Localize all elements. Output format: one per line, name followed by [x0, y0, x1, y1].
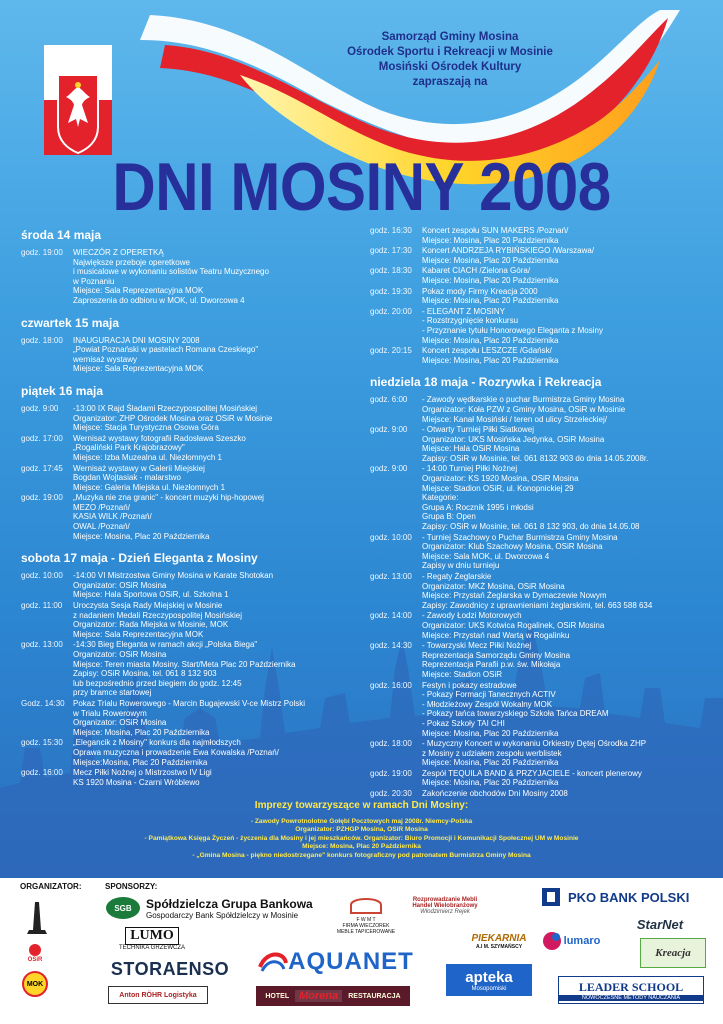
event-line: Miejsce: Mosina, Plac 20 Października: [422, 355, 559, 365]
event-details: [73, 699, 361, 737]
storaenso-name: STORAENSO: [110, 958, 230, 979]
lumaro-name: lumaro: [563, 935, 601, 947]
schedule-event: [370, 287, 710, 306]
event-line: - Towarzyski Mecz Piłki Nożnej: [422, 641, 532, 651]
event-line: - Przyznanie tytułu Honorowego Eleganta z Mosiny: [422, 325, 603, 335]
event-line: Miejsce: Sala Reprezentacyjna MOK: [73, 286, 204, 296]
event-details: [422, 307, 710, 345]
event-line: Organizator: Rada Miejska w Mosinie, MOK: [73, 620, 229, 630]
schedule-event: [370, 307, 710, 345]
event-time: godz. 17:45: [21, 463, 63, 473]
leader-school-name: LEADER SCHOOL: [578, 979, 684, 994]
event-line: wernisaż wystawy: [73, 354, 138, 364]
event-line: Miejsce: Sala MOK, ul. Dworcowa 4: [422, 551, 550, 561]
event-line: Zespół TEQUILA BAND & PRZYJACIELE - koncert plenerowy: [422, 768, 642, 778]
sgb-subtitle: Gospodarczy Bank Spółdzielczy w Mosinie: [146, 910, 299, 920]
event-details: [422, 681, 710, 739]
event-time: godz. 16:00: [370, 680, 412, 690]
event-line: Zapisy: OSiR w Mosinie, tel. 061 8132 903 do dnia 14.05.2008r.: [422, 453, 649, 463]
event-line: Zapisy: OSiR Mosina, tel. 061 8 132 903: [73, 669, 217, 679]
event-time: godz. 20:00: [370, 306, 412, 316]
event-line: Miejsce: Mosina, Plac 20 Października: [422, 778, 559, 788]
leader-school-logo: [558, 976, 704, 1004]
event-line: Największe przeboje operetkowe: [73, 257, 190, 267]
event-line: Kategorie:: [422, 493, 459, 503]
piekarnia-name: PIEKARNIA: [471, 932, 527, 944]
event-time: godz. 20:30: [370, 789, 412, 799]
event-line: „Muzyka nie zna granic" - koncert muzyki hip-hopowej: [73, 493, 264, 503]
event-details: [73, 738, 361, 767]
event-details: [422, 533, 710, 571]
schedule-right-column: [370, 226, 710, 799]
event-time: godz. 6:00: [370, 395, 408, 405]
osir-mark-icon: [27, 943, 43, 957]
event-line: - 14:00 Turniej Piłki Nożnej: [422, 464, 518, 474]
event-line: Miejsce: Sala Reprezentacyjna MOK: [73, 629, 204, 639]
schedule-event: [370, 611, 710, 640]
lumo-name: LUMO: [125, 927, 179, 945]
event-line: -14:30 Bieg Eleganta w ramach akcji „Polska Biega": [73, 640, 258, 650]
event-line: - Pokaz Szkoły TAI CHI: [422, 718, 505, 728]
event-line: MEZO /Poznań/: [73, 502, 130, 512]
event-line: Organizator: UKS Kotwica Rogalinek, OSiR Mosina: [422, 620, 605, 630]
schedule-event: [370, 572, 710, 610]
sponsors-label: SPONSORZY:: [105, 882, 158, 891]
schedule-event: [370, 246, 710, 265]
event-line: Miejsce: Hala OSiR Mosina: [422, 444, 520, 454]
lumaro-ball-icon: [542, 931, 562, 951]
event-line: Organizator: KS 1920 Mosina, OSiR Mosina: [422, 474, 579, 484]
mok-logo-text: MOK: [22, 971, 48, 997]
event-line: Kabaret CIACH /Zielona Góra/: [422, 266, 531, 276]
schedule-event: [370, 395, 710, 424]
aquanet-swirl-icon: [258, 947, 288, 977]
event-line: Miejsce: Mosina, Plac 20 Października: [73, 727, 210, 737]
event-line: Mecz Piłki Nożnej o Mistrzostwo IV Ligi: [73, 768, 212, 778]
event-time: godz. 14:00: [370, 611, 412, 621]
event-details: [422, 266, 710, 285]
schedule-event: [370, 266, 710, 285]
event-time: godz. 18:00: [21, 335, 63, 345]
schedule-event: [21, 404, 361, 433]
event-line: Wernisaż wystawy w Galerii Miejskiej: [73, 463, 205, 473]
event-line: Organizator: ZHP Ośrodek Mosina oraz OSiR w Mosinie: [73, 413, 273, 423]
side-event-line: - Pamiątkowa Księga Życzeń - życzenia dla Mosiny i jej mieszkańców. Organizator: Biuro Promocji i Komunikacji Społecznej UM w Mosinie: [144, 834, 579, 842]
event-line: - Zawody Łodzi Motorowych: [422, 611, 522, 621]
event-details: [73, 248, 361, 306]
event-line: Uroczysta Sesja Rady Miejskiej w Mosinie: [73, 601, 223, 611]
event-line: Miejsce: Stadion OSiR: [422, 669, 503, 679]
pko-logo: [540, 884, 708, 910]
event-time: godz. 9:00: [21, 403, 59, 413]
event-time: godz. 16:30: [370, 226, 412, 235]
day-heading: piątek 16 maja: [21, 383, 104, 398]
schedule-event: [21, 601, 361, 639]
event-time: godz. 11:00: [21, 601, 63, 611]
meble-line-3: Włodzimierz Rejek: [420, 909, 470, 915]
event-time: godz. 19:00: [21, 493, 63, 503]
schedule-event: [21, 640, 361, 698]
piekarnia-logo: [468, 924, 530, 958]
kreacja-logo: [640, 938, 706, 968]
event-time: godz. 17:00: [21, 433, 63, 443]
starnet-name: StarNet: [636, 916, 684, 932]
hotel-morena-logo: [256, 986, 410, 1006]
day-heading: sobota 17 maja - Dzień Eleganta z Mosiny: [21, 551, 258, 566]
rohr-logo: [108, 986, 208, 1004]
morena-name: Morena: [295, 990, 342, 1002]
event-time: godz. 10:00: [21, 571, 63, 581]
event-line: - Zawody wędkarskie o puchar Burmistrza Gminy Mosina: [422, 395, 625, 405]
lumo-subtitle: TECHNIKA GRZEWCZA: [118, 945, 185, 951]
event-line: - Młodzieżowy Zespół Wokalny MOK: [422, 699, 553, 709]
event-time: godz. 19:00: [21, 248, 63, 257]
event-line: - Muzyczny Koncert w wykonaniu Orkiestry Dętej Ośrodka ZHP: [422, 739, 647, 749]
schedule-event: [21, 336, 361, 374]
event-time: godz. 19:30: [370, 286, 412, 296]
schedule-event: [370, 769, 710, 788]
organizer-line: Ośrodek Sportu i Rekreacji w Mosinie: [347, 46, 553, 58]
meble-logo: [404, 888, 486, 924]
event-line: Miejsce: Stadion OSiR, ul. Konopnickiej 29: [422, 483, 574, 493]
event-line: - Pokazy Formacji Tanecznych ACTIV: [422, 690, 556, 700]
restauracja-label: RESTAURACJA: [348, 992, 401, 1000]
fwmt-text: F W M T: [356, 917, 376, 923]
event-line: -14:00 VI Mistrzostwa Gminy Mosina w Karate Shotokan: [73, 571, 274, 581]
event-details: [422, 572, 710, 610]
organizer-line: zapraszają na: [412, 76, 488, 88]
event-line: Miejsce: Mosina, Plac 20 Października: [422, 275, 559, 285]
event-details: [73, 404, 361, 433]
event-line: WIECZÓR Z OPERETKĄ: [73, 248, 164, 257]
event-details: [73, 336, 361, 374]
event-line: Pokaz mody Firmy Kreacja 2000: [422, 286, 538, 296]
meble-line-1: Rozprowadzanie Mebli: [412, 897, 478, 903]
event-line: - Pokazy tańca towarzyskiego Szkoła Tańca DREAM: [422, 709, 609, 719]
event-details: [73, 640, 361, 698]
event-line: Miejsce: Mosina, Plac 20 Października: [422, 335, 559, 345]
event-time: godz. 9:00: [370, 464, 408, 474]
organizer-line: Samorząd Gminy Mosina: [381, 31, 519, 43]
event-line: Miejsce: Izba Muzealna ul. Niezłomnych 1: [73, 452, 222, 462]
event-line: Miejsce: Mosina, Plac 20 Października: [422, 728, 559, 738]
event-line: Organizator: OSiR Mosina: [73, 580, 167, 590]
schedule-event: [21, 464, 361, 493]
aquanet-name: AQUANET: [288, 948, 414, 975]
event-line: KASIA WILK /Poznań/: [73, 512, 152, 522]
event-line: Oprawa muzyczna i prowadzenie Ewa Kowalska /Poznań/: [73, 747, 279, 757]
event-time: godz. 13:00: [21, 640, 63, 650]
event-line: KS 1920 Mosina - Czarni Wróblewo: [73, 777, 200, 787]
event-details: [422, 395, 710, 424]
event-details: [422, 611, 710, 640]
event-line: przy bramce startowej: [73, 688, 152, 698]
event-line: Organizator: Klub Szachowy Mosina, OSiR Mosina: [422, 542, 603, 552]
event-line: Zapisy: OSiR w Mosinie, tel. 061 8 132 903, do dnia 14.05.08: [422, 522, 640, 532]
event-line: Miejsce: Kanał Mosiński / teren od ulicy Strzeleckiej/: [422, 414, 607, 424]
event-line: „Elegancik z Mosiny" konkurs dla najmłodszych: [73, 738, 241, 748]
event-details: [73, 601, 361, 639]
fwmt-sub2: MEBLE TAPICEROWANE: [336, 929, 396, 935]
poster-title: DNI MOSINY 2008: [112, 149, 611, 225]
event-line: Organizator: MKŻ Mosina, OSiR Mosina: [422, 581, 565, 591]
event-line: „Rogaliński Park Krajobrazowy": [73, 443, 185, 453]
event-line: lub bezpośrednio przed biegiem do godz. 12:45: [73, 678, 242, 688]
schedule-event: [370, 739, 710, 768]
event-line: Miejsce: Mosina, Plac 20 Października: [422, 758, 559, 768]
event-line: Miejsce: Stacja Turystyczna Osowa Góra: [73, 423, 219, 433]
event-line: Zapisy: Zawodnicy z uprawnieniami żeglarskimi, tel. 663 588 634: [422, 600, 653, 610]
meble-line-2: Handel Wielobranżowy: [412, 903, 478, 909]
tower-icon: [25, 900, 49, 934]
event-line: Miejsce: Przystań Żeglarska w Dymaczewie Nowym: [422, 591, 607, 601]
event-line: - ELEGANT Z MOSINY: [422, 306, 505, 316]
fwmt-logo: [336, 888, 396, 940]
event-line: INAUGURACJA DNI MOSINY 2008: [73, 335, 200, 345]
schedule-left-column: [21, 228, 361, 787]
schedule-event: [370, 425, 710, 463]
starnet-logo: [612, 910, 708, 938]
osir-logo: [18, 940, 52, 966]
event-line: Grupa A: Rocznik 1995 i młodsi: [422, 502, 534, 512]
event-line: Grupa B: Open: [422, 512, 476, 522]
event-line: Reprezentacja Samorządu Gminy Mosina: [422, 650, 571, 660]
schedule-event: [21, 571, 361, 600]
event-details: [73, 434, 361, 463]
event-time: godz. 19:00: [370, 768, 412, 778]
event-line: Koncert zespołu SUN MAKERS /Poznań/: [422, 226, 569, 235]
event-line: - Turniej Szachowy o Puchar Burmistrza Gminy Mosina: [422, 532, 618, 542]
event-time: godz. 13:00: [370, 572, 412, 581]
event-details: [422, 769, 710, 788]
sgb-logo: [106, 894, 331, 922]
event-time: godz. 18:00: [370, 739, 412, 749]
event-line: Organizator: Koła PZW z Gminy Mosina, OSiR w Mosinie: [422, 404, 626, 414]
side-event-line: Miejsce: Mosina, Plac 20 Października: [302, 843, 421, 851]
event-details: [422, 226, 710, 245]
event-details: [422, 739, 710, 768]
event-line: Organizator: UKS Mosińska Jedynka, OSiR Mosina: [422, 434, 605, 444]
pko-name: PKO BANK POLSKI: [568, 889, 690, 905]
lumo-logo: [108, 924, 196, 954]
event-line: - Rozstrzygnięcie konkursu: [422, 316, 519, 326]
event-line: z nadaniem Medali Rzeczypospolitej Mosińskiej: [73, 610, 242, 620]
event-line: Festyn i pokazy estradowe: [422, 680, 517, 690]
event-details: [73, 464, 361, 493]
event-line: Pokaz Trialu Rowerowego - Marcin Bugajewski V-ce Mistrz Polski: [73, 698, 306, 708]
schedule-event: [370, 681, 710, 739]
event-line: Miejsce: Mosina, Plac 20 Października: [422, 296, 559, 306]
apteka-subtitle: Mosopomiski: [471, 985, 507, 992]
side-events-title: Imprezy towarzyszące w ramach Dni Mosiny:: [254, 800, 469, 811]
day-heading: niedziela 18 maja - Rozrywka i Rekreacja: [370, 375, 602, 390]
event-line: w Poznaniu: [73, 276, 115, 286]
event-line: w Trialu Rowerowym: [73, 708, 147, 718]
event-line: Miejsce: Teren miasta Mosiny. Start/Meta Plac 20 Października: [73, 659, 296, 669]
event-line: Organizator: OSiR Mosina: [73, 650, 167, 659]
event-line: Koncert zespołu LESZCZE /Gdańsk/: [422, 346, 552, 356]
piekarnia-subtitle: A.I M. SZYMAŃSCY: [475, 943, 523, 950]
event-time: godz. 15:30: [21, 738, 63, 748]
event-line: Zapisy w dniu turnieju: [422, 561, 500, 571]
event-details: [73, 571, 361, 600]
schedule-event: [370, 641, 710, 679]
event-line: - Otwarty Turniej Piłki Siatkowej: [422, 425, 535, 435]
schedule-event: [21, 699, 361, 737]
pko-emblem-icon: [540, 886, 562, 908]
day-heading: środa 14 maja: [21, 228, 102, 242]
event-details: [422, 789, 710, 799]
event-line: Reprezentacja Parafii p.w. św. Mikołaja: [422, 660, 561, 670]
event-line: Organizator: OSiR Mosina: [73, 718, 167, 728]
event-line: Miejsce: Przystań nad Wartą w Rogalinku: [422, 630, 570, 640]
event-line: Zaproszenia do odbioru w MOK, ul. Dworcowa 4: [73, 295, 245, 305]
schedule-event: [370, 346, 710, 365]
organizators-label: ORGANIZATOR:: [20, 882, 82, 891]
crest-label: MOSINA: [47, 46, 106, 62]
sofa-icon: [349, 893, 383, 917]
event-line: - Regaty Żeglarskie: [422, 572, 492, 581]
event-line: i musicalowe w wykonaniu solistów Teatru Muzycznego: [73, 267, 269, 277]
event-line: Miejsce: Mosina, Plac 20 Października: [422, 255, 559, 265]
event-line: Miejsce: Hala Sportowa OSiR, ul. Szkolna 1: [73, 590, 229, 600]
schedule-event: [21, 248, 361, 306]
mok-logo: [18, 970, 52, 998]
day-heading: czwartek 15 maja: [21, 315, 120, 330]
event-line: OWAL /Poznań/: [73, 522, 130, 532]
event-time: godz. 18:30: [370, 266, 412, 276]
sgb-name: Spółdzielcza Grupa Bankowa: [146, 896, 313, 911]
event-details: [422, 287, 710, 306]
event-line: Miejsce: Mosina, Plac 20 Października: [73, 531, 210, 541]
event-line: Miejsce: Mosina, Plac 20 Października: [422, 235, 559, 245]
event-details: [422, 246, 710, 265]
sgb-mark: SGB: [106, 897, 140, 919]
event-time: godz. 14:30: [370, 641, 412, 651]
event-time: godz. 16:00: [21, 768, 63, 778]
event-line: z Mosiny z udziałem zespołu werblistek: [422, 748, 562, 758]
schedule-event: [21, 434, 361, 463]
event-details: [73, 493, 361, 541]
event-line: Miejsce: Galeria Miejska ul. Niezłomnych 1: [73, 482, 226, 492]
event-line: Koncert ANDRZEJA RYBIŃSKIEGO /Warszawa/: [422, 246, 595, 256]
event-line: Miejsce: Sala Reprezentacyjna MOK: [73, 364, 204, 374]
event-time: godz. 10:00: [370, 532, 412, 542]
schedule-event: [370, 464, 710, 531]
event-details: [73, 768, 361, 787]
event-line: Miejsce:Mosina, Plac 20 Października: [73, 757, 208, 767]
lumaro-logo: [540, 924, 602, 958]
event-details: [422, 425, 710, 463]
event-details: [422, 641, 710, 679]
event-line: Bogdan Wojtasiak - malarstwo: [73, 473, 181, 483]
osir-logo-text: OSiR: [27, 957, 43, 963]
schedule-event: [370, 533, 710, 571]
aquanet-logo: [236, 938, 436, 986]
schedule-event: [21, 768, 361, 787]
hotel-label: HOTEL: [265, 992, 290, 1000]
side-event-line: - Zawody Powrotnolotne Gołębi Pocztowych maj 2008r. Niemcy-Polska: [250, 818, 473, 825]
rohr-name: Anton RÖHR Logistyka: [119, 991, 197, 999]
storaenso-logo: [106, 956, 234, 982]
umig-logo: [22, 898, 52, 936]
schedule-event: [370, 226, 710, 245]
event-time: godz. 20:15: [370, 346, 412, 356]
fwmt-sub1: FIRMA WIECZOREK: [342, 923, 390, 929]
event-line: Zakończenie obchodów Dni Mosiny 2008: [422, 789, 568, 799]
event-time: Godz. 14:30: [21, 698, 65, 708]
event-details: [422, 346, 710, 365]
schedule-event: [21, 738, 361, 767]
organizers-block: [300, 30, 600, 90]
event-time: godz. 9:00: [370, 425, 408, 435]
side-event-line: - „Gmina Mosina - piękno niedostrzegane" konkurs fotograficzny pod patronatem Burmistrza Gminy Mosina: [192, 851, 531, 859]
event-time: godz. 17:30: [370, 246, 412, 256]
schedule-event: [370, 789, 710, 799]
side-events-list: [0, 818, 723, 860]
event-line: „Powiat Poznański w pastelach Romana Czeskiego": [73, 345, 259, 355]
leader-school-subtitle: NOWOCZESNE METODY NAUCZANIA: [559, 995, 703, 1001]
side-event-line: Organizator: PZHGP Mosina, OSiR Mosina: [295, 826, 428, 834]
organizer-line: Mosiński Ośrodek Kultury: [378, 61, 522, 73]
apteka-name: apteka: [465, 968, 513, 986]
sponsors-footer: [0, 878, 723, 1024]
event-line: -13:00 IX Rajd Śladami Rzeczypospolitej Mosińskiej: [73, 403, 258, 413]
kreacja-name: Kreacja: [655, 947, 691, 959]
schedule-event: [21, 493, 361, 541]
apteka-logo: [446, 964, 532, 996]
event-line: Wernisaż wystawy fotografii Radosława Szeszko: [73, 433, 246, 443]
event-details: [422, 464, 710, 531]
